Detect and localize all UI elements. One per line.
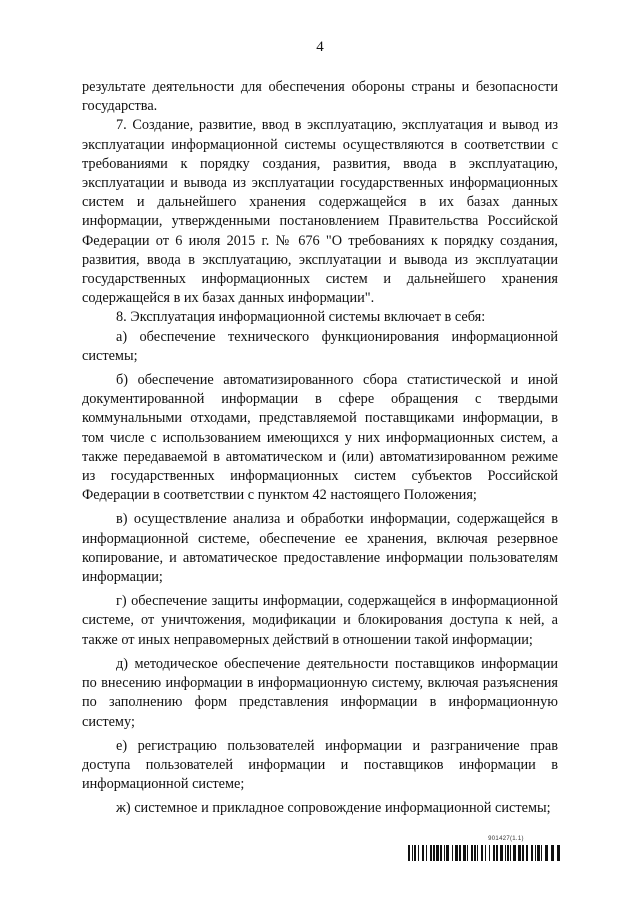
subitem-v: в) осуществление анализа и обработки информации, содержащейся в информационной системе, обеспечение ее хранения, включая резервное копирование, и автоматическое предоставление информации пользователям информации;: [82, 511, 558, 586]
paragraph-item-7: 7. Создание, развитие, ввод в эксплуатацию, эксплуатация и вывод из эксплуатации информационной системы осуществляются в соответствии с требованиями к порядку создания, развития, ввода в эксплуатацию, эксплуатации и вывода из эксплуатации государственных информационных систем и дальнейшего хранения содержащейся в их базах данных информации, утвержденными постановлением Правительства Российской Федерации от 6 июля 2015 г. № 676 "О требованиях к порядку создания, развития, ввода в эксплуатацию, эксплуатации и вывода из эксплуатации государственных информационных систем и дальнейшего хранения содержащейся в их базах данных информации".: [82, 117, 558, 307]
subitem-zh: ж) системное и прикладное сопровождение информационной системы;: [116, 800, 551, 817]
document-code: 901427(1.1): [488, 836, 524, 842]
subitem-e: е) регистрацию пользователей информации и разграничение прав доступа пользователей информации и поставщиков информации в информационной системе;: [82, 737, 558, 793]
barcode-icon: [408, 845, 560, 861]
subitem-b: б) обеспечение автоматизированного сбора статистической и иной документированной информации в сфере обращения с твердыми коммунальными отходами, представляемой поставщиками информации, в том числе с использованием имеющихся у них информационных систем, а также передаваемой в автоматическом и (или) автоматизированном режиме из государственных информационных систем субъектов Российской Федерации в соответствии с пунктом 42 настоящего Положения;: [82, 372, 558, 504]
subitem-d: д) методическое обеспечение деятельности поставщиков информации по внесению информации в информационную систему, включая разъяснения по заполнению форм представления информации в информационную систему;: [82, 655, 558, 730]
paragraph-item-8: 8. Эксплуатация информационной системы включает в себя:: [116, 309, 486, 326]
subitem-g: г) обеспечение защиты информации, содержащейся в информационной системе, от уничтожения, модификации и блокирования доступа к ней, а также от иных неправомерных действий в отношении такой информации;: [82, 593, 558, 648]
page-number: 4: [316, 39, 324, 55]
document-body: [82, 78, 558, 819]
paragraph-continuation: результате деятельности для обеспечения обороны страны и безопасности государства.: [82, 79, 558, 115]
subitem-a: а) обеспечение технического функционирования информационной системы;: [82, 328, 558, 364]
